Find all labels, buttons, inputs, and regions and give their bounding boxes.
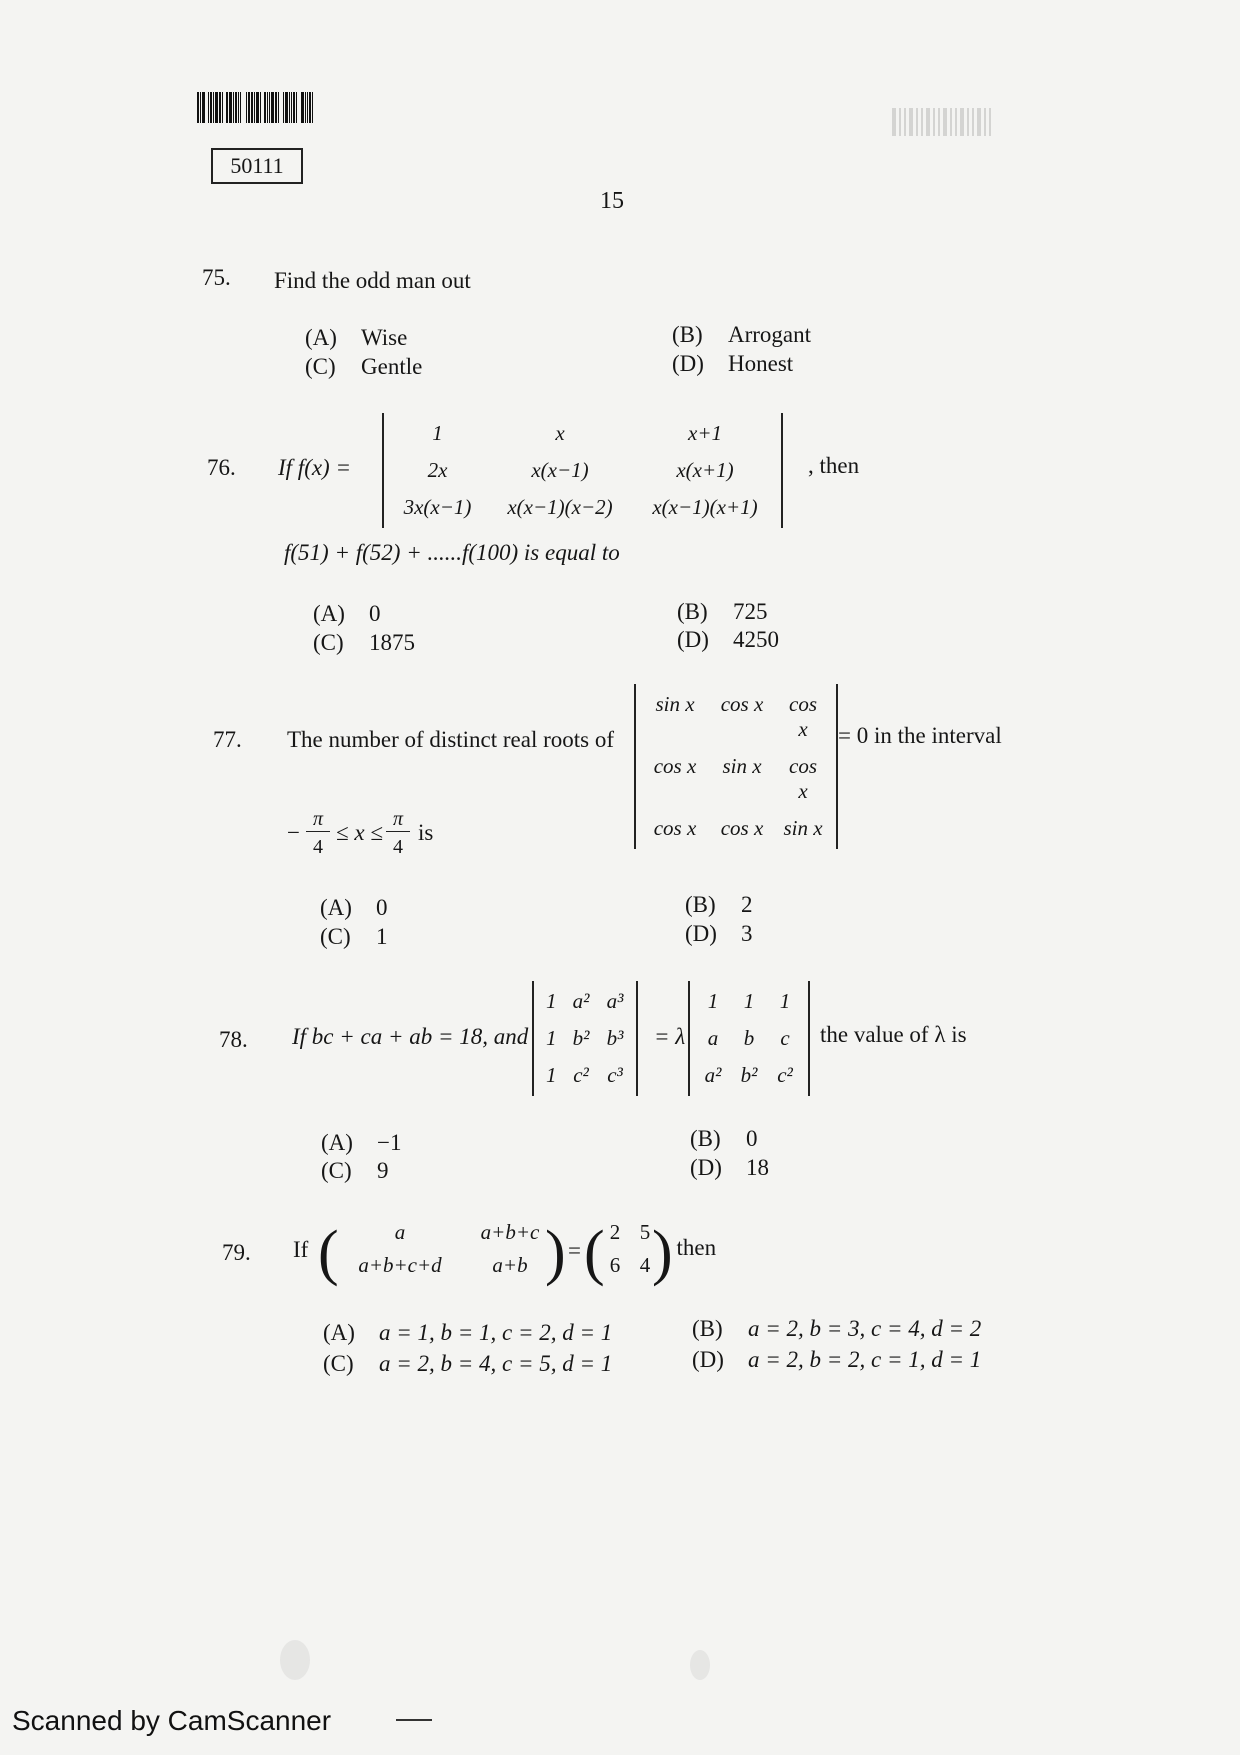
option-d xyxy=(692,1347,981,1373)
matrix-cell: 1 xyxy=(743,989,755,1013)
question-suffix: , then xyxy=(808,453,860,478)
right-paren: ) xyxy=(545,1219,566,1287)
right-paren: ) xyxy=(652,1219,673,1287)
question-prefix: If bc + ca + ab = 18, and xyxy=(292,1024,529,1049)
question-number: 75. xyxy=(202,265,231,290)
barcode-bar xyxy=(293,92,295,123)
matrix-cell: x(x−1) xyxy=(531,458,589,482)
barcode-bar xyxy=(271,92,274,123)
option-label: (D) xyxy=(685,921,717,946)
matrix-cell: a xyxy=(707,1026,719,1050)
barcode-bar xyxy=(926,108,930,136)
option-a xyxy=(313,601,381,627)
option-value: a = 2, b = 2, c = 1, d = 1 xyxy=(748,1347,982,1372)
question-prefix: If xyxy=(293,1237,309,1262)
matrix-cell: b² xyxy=(740,1063,758,1087)
barcode-bar xyxy=(921,108,923,136)
matrix-cell: x+1 xyxy=(688,421,722,445)
interval-inequality: ≤ x ≤ xyxy=(336,820,383,845)
option-d xyxy=(677,627,779,653)
barcode-bar xyxy=(312,92,313,123)
option-label: (D) xyxy=(692,1347,724,1372)
barcode-bar xyxy=(246,92,247,123)
barcode-bar xyxy=(309,92,311,123)
question-suffix: the value of λ is xyxy=(820,1022,967,1047)
barcode-bar xyxy=(916,108,918,136)
pi-numerator: π xyxy=(386,808,410,832)
matrix-cell: x(x−1)(x−2) xyxy=(507,495,613,519)
option-d xyxy=(690,1155,769,1181)
matrix-cell: c² xyxy=(573,1063,589,1087)
matrix-right xyxy=(600,1220,660,1278)
matrix-cell: cos x xyxy=(653,754,697,778)
barcode-bar xyxy=(224,92,225,123)
barcode xyxy=(197,92,362,123)
barcode-bar xyxy=(972,108,974,136)
barcode-bar xyxy=(960,108,964,136)
barcode-bar xyxy=(269,92,270,123)
barcode-bar xyxy=(909,108,913,136)
option-value: 9 xyxy=(377,1158,389,1183)
option-c xyxy=(305,354,422,380)
scan-mark xyxy=(396,1719,432,1721)
option-label: (D) xyxy=(690,1155,722,1180)
matrix-cell: 1 xyxy=(432,421,443,445)
barcode-bar xyxy=(298,92,300,123)
option-value: 18 xyxy=(746,1155,769,1180)
barcode-bar xyxy=(967,108,969,136)
barcode-bar xyxy=(206,92,207,123)
matrix-cell: 5 xyxy=(639,1220,651,1244)
barcode-bar xyxy=(202,92,205,123)
option-value: 725 xyxy=(733,599,768,624)
barcode-bar xyxy=(219,92,221,123)
option-label: (B) xyxy=(692,1316,723,1341)
option-value: 0 xyxy=(746,1126,758,1151)
option-c xyxy=(321,1158,389,1184)
barcode-bar xyxy=(289,92,290,123)
barcode-bar xyxy=(977,108,981,136)
question-number: 79. xyxy=(222,1240,251,1265)
barcode-bar xyxy=(280,92,282,123)
matrix-cell: cos x xyxy=(720,692,764,716)
matrix-cell: 1 xyxy=(707,989,719,1013)
barcode-bar xyxy=(248,92,250,123)
paper-code: 50111 xyxy=(211,148,303,184)
matrix-cell: a² xyxy=(704,1063,722,1087)
matrix-cell: b xyxy=(743,1026,755,1050)
option-value: Honest xyxy=(728,351,794,376)
option-b xyxy=(692,1316,981,1342)
question-text: Find the odd man out xyxy=(274,268,471,293)
barcode-bar xyxy=(222,92,223,123)
left-paren: ( xyxy=(318,1219,339,1287)
option-label: (C) xyxy=(305,354,336,379)
option-c xyxy=(320,924,388,950)
determinant-right xyxy=(688,981,810,1096)
matrix-cell: b² xyxy=(572,1026,590,1050)
option-b xyxy=(690,1126,758,1152)
option-label: (A) xyxy=(313,601,345,626)
matrix-cell: 1 xyxy=(546,1026,557,1050)
matrix-cell: a xyxy=(394,1220,406,1244)
barcode-bar xyxy=(200,92,201,123)
question-suffix: , then xyxy=(665,1235,717,1260)
option-a xyxy=(320,895,388,921)
scanner-watermark: Scanned by CamScanner xyxy=(12,1705,332,1736)
matrix-cell: b³ xyxy=(606,1026,624,1050)
barcode-bar xyxy=(260,92,261,123)
barcode-bar xyxy=(226,92,228,123)
option-value: Gentle xyxy=(361,354,423,379)
barcode-bar xyxy=(251,92,253,123)
option-value: −1 xyxy=(377,1130,402,1155)
option-value: 0 xyxy=(369,601,381,626)
barcode-bar xyxy=(215,92,218,123)
option-label: (A) xyxy=(323,1320,355,1345)
barcode-bar xyxy=(984,108,986,136)
option-value: 2 xyxy=(741,892,753,917)
barcode-bar xyxy=(267,92,268,123)
barcode-bar xyxy=(950,108,952,136)
option-value: a = 2, b = 3, c = 4, d = 2 xyxy=(748,1316,982,1341)
barcode-bar xyxy=(233,92,234,123)
option-value: 1 xyxy=(376,924,388,949)
matrix-cell: 1 xyxy=(546,989,557,1013)
matrix-cell: a+b+c xyxy=(480,1220,540,1244)
interval-minus: − xyxy=(287,820,300,845)
matrix-cell: a+b xyxy=(492,1253,528,1277)
option-value: 0 xyxy=(376,895,388,920)
option-value: 4250 xyxy=(733,627,779,652)
determinant xyxy=(634,684,838,849)
barcode-bar xyxy=(210,92,212,123)
faint-barcode xyxy=(892,108,1042,136)
option-c xyxy=(313,630,415,656)
barcode-bar xyxy=(235,92,237,123)
option-label: (D) xyxy=(672,351,704,376)
question-text: f(51) + f(52) + ......f(100) is equal to xyxy=(284,540,620,565)
barcode-bar xyxy=(254,92,255,123)
option-d xyxy=(672,351,793,377)
barcode-bar xyxy=(238,92,239,123)
question-suffix: = 0 in the interval xyxy=(838,723,1002,748)
matrix-cell: 1 xyxy=(546,1063,557,1087)
option-a xyxy=(323,1320,612,1346)
barcode-bar xyxy=(904,108,906,136)
matrix-cell: 6 xyxy=(609,1253,621,1277)
scan-smudge xyxy=(690,1650,710,1680)
matrix-cell: sin x xyxy=(655,692,695,716)
question-number: 77. xyxy=(213,727,242,752)
pi-numerator: π xyxy=(306,808,330,832)
matrix-cell: cos x xyxy=(653,816,697,840)
option-label: (C) xyxy=(323,1351,354,1376)
barcode-bar xyxy=(955,108,957,136)
matrix-cell: 2x xyxy=(427,458,448,482)
matrix-cell: 2 xyxy=(609,1220,621,1244)
barcode-bar xyxy=(229,92,232,123)
matrix-left xyxy=(340,1220,560,1278)
four-denominator: 4 xyxy=(393,836,403,858)
option-a xyxy=(321,1130,401,1156)
question-number: 78. xyxy=(219,1027,248,1052)
barcode-bar xyxy=(989,108,991,136)
barcode-bar xyxy=(275,92,277,123)
barcode-bar xyxy=(291,92,292,123)
barcode-bar xyxy=(283,92,284,123)
matrix-cell: cos x xyxy=(789,754,817,803)
option-label: (C) xyxy=(320,924,351,949)
matrix-cell: x xyxy=(555,421,565,445)
barcode-bar xyxy=(197,92,199,123)
option-label: (B) xyxy=(685,892,716,917)
option-value: 1875 xyxy=(369,630,415,655)
matrix-cell: 3x(x−1) xyxy=(403,495,472,519)
barcode-bar xyxy=(242,92,245,123)
matrix-cell: c³ xyxy=(607,1063,623,1087)
interval-end: is xyxy=(418,820,434,845)
option-label: (B) xyxy=(690,1126,721,1151)
matrix-cell: 1 xyxy=(779,989,791,1013)
page-number: 15 xyxy=(600,188,624,214)
option-label: (B) xyxy=(677,599,708,624)
option-value: a = 2, b = 4, c = 5, d = 1 xyxy=(379,1351,613,1376)
matrix-cell: c xyxy=(780,1026,790,1050)
barcode-bar xyxy=(305,92,306,123)
option-value: Wise xyxy=(361,325,408,350)
matrix-cell: x(x+1) xyxy=(676,458,734,482)
question-number: 76. xyxy=(207,455,236,480)
matrix-cell: cos x xyxy=(789,692,817,741)
option-label: (B) xyxy=(672,322,703,347)
barcode-bar xyxy=(899,108,901,136)
barcode-bar xyxy=(256,92,259,123)
matrix-cell: sin x xyxy=(783,816,823,840)
matrix-cell: a+b+c+d xyxy=(358,1253,442,1277)
equals-lambda: = λ xyxy=(654,1024,686,1049)
barcode-bar xyxy=(938,108,940,136)
barcode-bar xyxy=(262,92,263,123)
option-b xyxy=(677,599,768,625)
matrix-cell: sin x xyxy=(722,754,762,778)
question-prefix: If f(x) = xyxy=(278,455,351,480)
barcode-bar xyxy=(213,92,214,123)
barcode-bar xyxy=(301,92,304,123)
barcode-bar xyxy=(933,108,935,136)
option-label: (C) xyxy=(313,630,344,655)
determinant xyxy=(382,413,783,528)
option-label: (C) xyxy=(321,1158,352,1183)
barcode-bar xyxy=(278,92,279,123)
option-value: Arrogant xyxy=(728,322,812,347)
option-value: 3 xyxy=(741,921,753,946)
barcode-bar xyxy=(943,108,947,136)
option-b xyxy=(685,892,753,918)
barcode-bar xyxy=(296,92,297,123)
option-label: (A) xyxy=(305,325,337,350)
matrix-cell: x(x−1)(x+1) xyxy=(652,495,758,519)
four-denominator: 4 xyxy=(313,836,323,858)
matrix-cell: cos x xyxy=(720,816,764,840)
option-value: a = 1, b = 1, c = 2, d = 1 xyxy=(379,1320,613,1345)
matrix-cell: 4 xyxy=(639,1253,651,1277)
option-b xyxy=(672,322,811,348)
option-label: (A) xyxy=(320,895,352,920)
barcode-bar xyxy=(208,92,209,123)
barcode-bar xyxy=(892,108,896,136)
option-a xyxy=(305,325,407,351)
determinant-left xyxy=(532,981,638,1096)
question-prefix: The number of distinct real roots of xyxy=(287,727,615,752)
barcode-bar xyxy=(264,92,266,123)
matrix-cell: a² xyxy=(572,989,590,1013)
option-label: (D) xyxy=(677,627,709,652)
barcode-bar xyxy=(240,92,241,123)
barcode-bar xyxy=(307,92,308,123)
matrix-cell: a³ xyxy=(606,989,624,1013)
option-label: (A) xyxy=(321,1130,353,1155)
left-paren: ( xyxy=(584,1219,605,1287)
matrix-cell: c² xyxy=(777,1063,793,1087)
option-c xyxy=(323,1351,612,1377)
barcode-bar xyxy=(285,92,288,123)
option-d xyxy=(685,921,753,947)
scan-smudge xyxy=(280,1640,310,1680)
equals-sign: = xyxy=(568,1238,581,1263)
